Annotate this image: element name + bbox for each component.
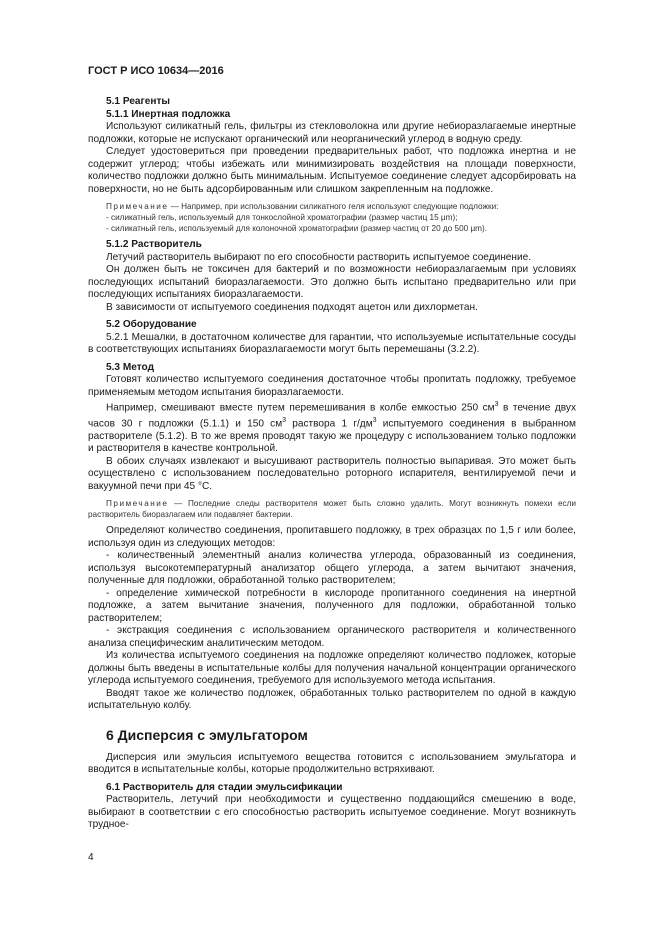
note-text: — Последние следы растворителя может быть сложно удалить. Могут возникнуть помехи если растворитель биоразлагаем или подавляет бактерии.	[88, 499, 576, 520]
document-body	[88, 96, 576, 832]
section-5-1-2-heading: 5.1.2 Растворитель	[106, 239, 202, 250]
list-item: - количественный элементный анализ количества углерода, образованный из соединения, используя высокотемпературный анализатор общего углерода, а затем вычитают значения, полученные для подложки, обработанной только растворителем;	[88, 550, 576, 587]
page-number: 4	[88, 852, 94, 863]
note	[88, 201, 576, 212]
section-5-1-heading: 5.1 Реагенты	[106, 96, 171, 107]
paragraph: Следует удостовериться при проведении предварительных работ, что подложка инертна и не содержит углерод; чтобы избежать или минимизировать воздействия на площади поверхности, количество подложки должно быть минимальным. Испытуемое соединение следует адсорбировать на поверхности, но не быть адсорбированным или слишком закрепленным на подложке.	[88, 146, 576, 195]
paragraph: Готовят количество испытуемого соединения достаточное чтобы пропитать подложку, требуемое применяемым методом испытания биоразлагаемости.	[88, 374, 576, 398]
paragraph: Используют силикатный гель, фильтры из стекловолокна или другие небиоразлагаемые инертные подложки, которые не испускают органический или неорганический углерод в водную среду.	[88, 121, 576, 145]
note-label: Примечание	[106, 202, 169, 211]
paragraph: Дисперсия или эмульсия испытуемого вещества готовится с использованием эмульгатора и вводится в испытательные колбы, которые продолжительно встряхивают.	[88, 751, 576, 776]
note-list-item: - силикатный гель, используемый для тонкослойной хроматографии (размер частиц 15 μm);	[106, 213, 458, 222]
section-6-1-heading: 6.1 Растворитель для стадии эмульсификации	[106, 781, 343, 793]
paragraph: Определяют количество соединения, пропитавшего подложку, в трех образцах по 1,5 г или более, используя один из следующих методов:	[88, 525, 576, 549]
section-5-1-1-heading: 5.1.1 Инертная подложка	[106, 108, 231, 120]
paragraph: В зависимости от испытуемого соединения подходят ацетон или дихлорметан.	[106, 301, 478, 313]
list-item: - определение химической потребности в кислороде пропитанного соединения на инертной подложке, а затем вычитание значения, полученного для подложки, обработанной только растворителем;	[88, 587, 576, 624]
section-5-3-heading: 5.3 Метод	[106, 361, 154, 373]
note-label: Примечание	[106, 499, 169, 509]
paragraph: Летучий растворитель выбирают по его способности растворить испытуемое соединение.	[106, 251, 532, 263]
paragraph: Растворитель, летучий при необходимости и существенно поддающийся смешению в воде, выбирают в соответствии с его способностью растворить испытуемое соединение. Могут возникнуть трудное-	[88, 794, 576, 831]
paragraph: Из количества испытуемого соединения на подложке определяют количество подложек, которые должны быть введены в испытательные колбы для получения начальной концентрации органического углерода испытуемого соединения, требуемого для используемого метода испытания.	[88, 650, 576, 687]
document-header: ГОСТ Р ИСО 10634—2016	[88, 65, 224, 77]
paragraph: Вводят такое же количество подложек, обработанных только растворителем по одной в каждую испытательную колбу.	[88, 687, 576, 712]
note	[88, 498, 576, 520]
paragraph: Он должен быть не токсичен для бактерий и по возможности небиоразлагаемым при условиях последующих испытаний биоразлагаемости. Это должно быть испытано предварительно или при последующих испытаниях биоразлагаемости.	[88, 264, 576, 300]
section-6-heading: 6 Дисперсия с эмульгатором	[106, 726, 308, 743]
paragraph: Например, смешивают вместе путем перемешивания в колбе емкостью 250 $см^3$ в течение двух часов 30 г подложки (5.1.1) и 150 $см^3$ раствора 1 $г/дм^3$ испытуемого соединения в выбранном растворителе (5.1.2). В то же время проводят такую же процедуру с использованием только подложки и растворителя в качестве контрольной.	[88, 401, 576, 455]
note-list-item: - силикатный гель, используемый для колоночной хроматографии (размер частиц от 20 до 500 μm).	[106, 224, 487, 233]
note-text: — Например, при использовании силикатного геля используют следующие подложки:	[168, 202, 499, 211]
paragraph: В обоих случаях извлекают и высушивают растворитель полностью выпаривая. Это может быть осуществлено с использованием последовательно роторного испарителя, вентилируемой печи и вакуумной печи при 45 °С.	[88, 455, 576, 492]
section-5-2-heading: 5.2 Оборудование	[106, 319, 197, 330]
paragraph: 5.2.1 Мешалки, в достаточном количестве для гарантии, что используемые испытательные сосуды в соответствующих испытаниях биоразлагаемости могут быть перемешаны (3.2.2).	[88, 331, 576, 355]
list-item: - экстракция соединения с использованием органического растворителя и количественного анализа специфическим аналитическим методом.	[88, 625, 576, 649]
